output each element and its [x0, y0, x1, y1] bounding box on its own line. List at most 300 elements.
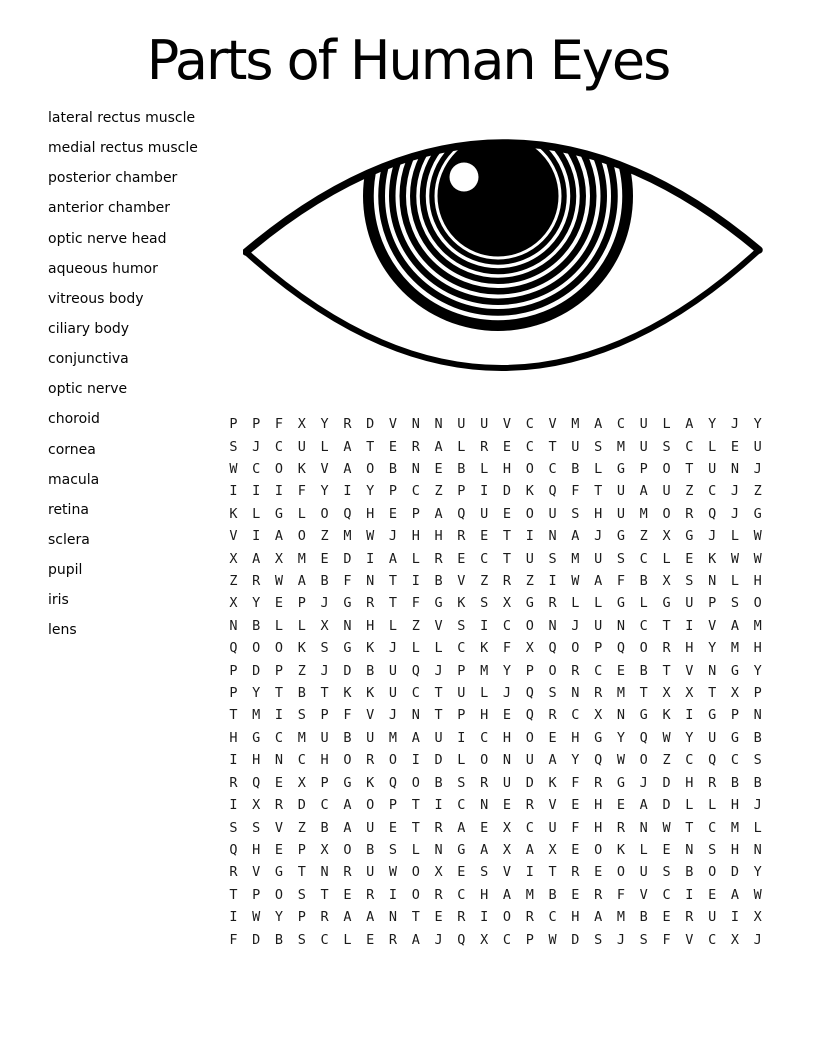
grid-cell: X — [320, 617, 329, 634]
grid-cell: F — [229, 931, 238, 948]
grid-cell: U — [594, 550, 603, 567]
grid-cell: T — [366, 438, 375, 455]
grid-cell: C — [480, 550, 489, 567]
grid-cell: E — [457, 550, 466, 567]
grid-cell: N — [571, 685, 580, 702]
grid-cell: B — [343, 729, 352, 746]
grid-cell: D — [730, 864, 739, 881]
grid-cell: P — [457, 707, 466, 724]
grid-cell: U — [480, 416, 489, 433]
grid-cell: S — [662, 864, 671, 881]
grid-cell: R — [502, 573, 512, 590]
grid-cell: T — [320, 886, 329, 903]
grid-cell: W — [252, 909, 261, 926]
grid-cell: T — [502, 528, 512, 545]
grid-cell: K — [366, 640, 375, 657]
grid-cell: S — [480, 864, 489, 881]
grid-cell: J — [388, 640, 398, 657]
grid-cell: U — [457, 416, 466, 433]
grid-cell: U — [366, 819, 375, 836]
grid-cell: W — [616, 752, 626, 769]
grid-cell: H — [480, 886, 489, 903]
grid-cell: L — [730, 573, 739, 590]
grid-cell: U — [388, 662, 398, 679]
grid-cell: H — [366, 505, 375, 522]
grid-cell: O — [571, 640, 580, 657]
grid-cell: P — [388, 483, 398, 500]
grid-cell: J — [434, 662, 443, 679]
grid-cell: I — [229, 797, 238, 814]
grid-cell: R — [343, 416, 352, 433]
grid-cell: L — [252, 505, 261, 522]
grid-cell: P — [411, 505, 420, 522]
grid-cell: K — [480, 640, 489, 657]
grid-cell: U — [525, 550, 534, 567]
grid-cell: L — [297, 505, 306, 522]
grid-cell: F — [343, 573, 352, 590]
grid-cell: P — [730, 707, 739, 724]
grid-cell: I — [525, 864, 534, 881]
grid-cell: G — [343, 774, 352, 791]
grid-cell: Z — [297, 819, 306, 836]
grid-cell: S — [685, 573, 694, 590]
grid-cell: I — [730, 909, 739, 926]
grid-cell: Q — [548, 483, 557, 500]
grid-cell: C — [571, 707, 580, 724]
grid-cell: F — [411, 595, 420, 612]
grid-cell: R — [708, 774, 717, 791]
grid-cell: C — [594, 662, 603, 679]
grid-cell: R — [366, 752, 375, 769]
grid-cell: N — [639, 819, 648, 836]
grid-cell: Z — [753, 483, 762, 500]
grid-cell: S — [457, 774, 466, 791]
word-list-item: optic nerve — [48, 381, 128, 398]
grid-cell: W — [388, 864, 398, 881]
grid-cell: I — [411, 573, 420, 590]
grid-cell: P — [297, 595, 306, 612]
word-list-item: cornea — [48, 441, 96, 458]
grid-cell: L — [457, 752, 466, 769]
grid-cell: N — [753, 707, 762, 724]
grid-cell: P — [274, 662, 284, 679]
grid-cell: F — [343, 707, 352, 724]
grid-cell: J — [616, 931, 626, 948]
grid-cell: E — [274, 595, 284, 612]
grid-cell: T — [708, 685, 717, 702]
grid-cell: S — [594, 931, 603, 948]
grid-cell: D — [252, 931, 261, 948]
grid-cell: N — [502, 752, 512, 769]
grid-cell: O — [297, 528, 306, 545]
grid-cell: L — [320, 438, 329, 455]
word-list — [48, 103, 198, 646]
grid-cell: I — [252, 528, 261, 545]
grid-cell: T — [411, 909, 420, 926]
grid-cell: Q — [343, 505, 352, 522]
grid-cell: Y — [685, 729, 694, 746]
grid-cell: W — [662, 819, 671, 836]
grid-cell: P — [229, 416, 238, 433]
grid-cell: A — [343, 909, 352, 926]
grid-cell: C — [411, 483, 420, 500]
grid-cell: D — [525, 774, 534, 791]
grid-cell: X — [297, 416, 306, 433]
grid-cell: O — [662, 461, 671, 478]
grid-cell: R — [525, 797, 534, 814]
grid-cell: A — [343, 819, 352, 836]
grid-cell: R — [366, 886, 375, 903]
grid-cell: L — [594, 595, 603, 612]
grid-cell: V — [252, 864, 261, 881]
grid-cell: A — [571, 528, 580, 545]
grid-cell: B — [366, 841, 375, 858]
grid-cell: H — [594, 797, 603, 814]
grid-cell: O — [388, 752, 398, 769]
grid-cell: M — [343, 528, 352, 545]
grid-cell: X — [730, 931, 739, 948]
grid-cell: P — [525, 662, 534, 679]
grid-cell: O — [548, 662, 557, 679]
grid-cell: O — [708, 864, 717, 881]
grid-cell: B — [639, 573, 648, 590]
grid-cell: M — [616, 438, 626, 455]
grid-cell: K — [366, 685, 375, 702]
grid-cell: N — [708, 573, 717, 590]
grid-cell: I — [480, 617, 489, 634]
grid-cell: R — [571, 662, 580, 679]
grid-cell: A — [639, 797, 648, 814]
grid-cell: K — [662, 707, 671, 724]
grid-cell: P — [388, 797, 398, 814]
grid-cell: A — [730, 617, 739, 634]
grid-cell: U — [708, 909, 717, 926]
grid-cell: V — [229, 528, 238, 545]
grid-cell: J — [320, 595, 329, 612]
grid-cell: H — [252, 841, 261, 858]
grid-cell: Y — [252, 685, 261, 702]
grid-cell: P — [708, 595, 717, 612]
grid-cell: F — [297, 483, 306, 500]
word-list-item: lateral rectus muscle — [48, 110, 196, 126]
grid-cell: P — [753, 685, 762, 702]
grid-cell: M — [730, 640, 739, 657]
grid-cell: U — [708, 729, 717, 746]
grid-cell: X — [662, 685, 671, 702]
grid-cell: P — [525, 931, 534, 948]
grid-cell: H — [753, 573, 762, 590]
grid-cell: O — [343, 841, 352, 858]
grid-cell: J — [753, 797, 762, 814]
grid-cell: P — [252, 416, 261, 433]
grid-cell: C — [457, 886, 466, 903]
grid-cell: C — [320, 931, 329, 948]
grid-cell: G — [252, 729, 261, 746]
grid-cell: H — [480, 707, 489, 724]
eye-illustration — [243, 132, 763, 372]
grid-cell: O — [274, 886, 284, 903]
grid-cell: G — [662, 595, 671, 612]
grid-cell: J — [388, 528, 398, 545]
grid-cell: C — [685, 438, 694, 455]
grid-cell: U — [662, 483, 671, 500]
grid-cell: Q — [548, 640, 557, 657]
grid-cell: O — [525, 461, 534, 478]
grid-cell: X — [502, 595, 512, 612]
grid-cell: C — [708, 931, 717, 948]
grid-cell: E — [730, 438, 739, 455]
grid-cell: R — [434, 886, 443, 903]
grid-cell: J — [730, 416, 739, 433]
grid-cell: Z — [685, 483, 694, 500]
grid-cell: C — [411, 685, 420, 702]
grid-cell: Z — [434, 483, 443, 500]
grid-cell: T — [662, 617, 671, 634]
grid-cell: J — [594, 528, 603, 545]
word-list-item: sclera — [48, 531, 90, 548]
grid-cell: O — [594, 841, 603, 858]
grid-cell: D — [343, 550, 352, 567]
grid-cell: R — [229, 864, 238, 881]
grid-cell: V — [639, 886, 648, 903]
grid-cell: M — [639, 505, 648, 522]
grid-cell: O — [616, 864, 626, 881]
grid-cell: E — [616, 662, 626, 679]
grid-cell: C — [457, 640, 466, 657]
grid-cell: Z — [411, 617, 420, 634]
grid-cell: A — [639, 483, 648, 500]
grid-cell: V — [708, 617, 717, 634]
grid-cell: D — [343, 662, 352, 679]
grid-cell: R — [571, 864, 580, 881]
grid-cell: H — [411, 528, 420, 545]
grid-cell: Y — [320, 483, 329, 500]
grid-cell: E — [502, 797, 512, 814]
grid-cell: O — [366, 797, 375, 814]
grid-cell: X — [480, 931, 489, 948]
grid-cell: G — [343, 640, 352, 657]
grid-cell: Z — [320, 528, 329, 545]
grid-cell: D — [502, 483, 512, 500]
grid-cell: C — [502, 931, 512, 948]
word-list-item: choroid — [48, 411, 100, 428]
grid-cell: Q — [411, 662, 420, 679]
grid-cell: V — [388, 416, 398, 433]
grid-cell: G — [274, 505, 284, 522]
grid-cell: R — [480, 774, 489, 791]
grid-cell: Y — [753, 416, 762, 433]
grid-cell: R — [343, 864, 352, 881]
grid-cell: T — [388, 595, 398, 612]
grid-cell: P — [639, 461, 648, 478]
grid-cell: H — [730, 797, 739, 814]
grid-cell: R — [366, 595, 375, 612]
grid-cell: R — [274, 797, 284, 814]
grid-cell: I — [343, 483, 352, 500]
word-list-item: retina — [48, 501, 89, 518]
grid-cell: U — [548, 819, 557, 836]
grid-cell: H — [320, 752, 329, 769]
grid-cell: W — [274, 573, 284, 590]
grid-cell: T — [662, 662, 671, 679]
grid-cell: R — [411, 438, 420, 455]
grid-cell: J — [388, 707, 398, 724]
grid-cell: M — [571, 550, 580, 567]
grid-cell: G — [343, 595, 352, 612]
grid-cell: Y — [571, 752, 580, 769]
grid-cell: U — [366, 864, 375, 881]
grid-cell: S — [753, 752, 762, 769]
grid-cell: J — [639, 774, 648, 791]
grid-cell: N — [229, 617, 238, 634]
grid-cell: B — [274, 931, 284, 948]
grid-cell: N — [434, 416, 443, 433]
grid-cell: N — [366, 573, 375, 590]
grid-cell: X — [229, 550, 238, 567]
grid-cell: L — [571, 595, 580, 612]
grid-cell: H — [685, 774, 694, 791]
grid-cell: Y — [708, 416, 717, 433]
grid-cell: U — [639, 864, 648, 881]
grid-cell: S — [297, 707, 306, 724]
grid-cell: G — [616, 528, 626, 545]
grid-cell: H — [502, 461, 512, 478]
grid-cell: X — [662, 573, 671, 590]
grid-cell: Y — [708, 640, 717, 657]
grid-cell: A — [411, 931, 420, 948]
grid-cell: Q — [594, 752, 603, 769]
grid-cell: J — [571, 617, 580, 634]
grid-cell: P — [457, 662, 466, 679]
grid-cell: G — [616, 774, 626, 791]
grid-cell: T — [297, 864, 306, 881]
grid-cell: L — [411, 640, 420, 657]
grid-cell: H — [502, 729, 512, 746]
grid-cell: O — [480, 752, 489, 769]
grid-cell: R — [457, 909, 466, 926]
grid-cell: O — [639, 640, 648, 657]
grid-cell: L — [662, 416, 671, 433]
grid-cell: T — [434, 685, 443, 702]
grid-cell: O — [343, 752, 352, 769]
grid-cell: J — [708, 528, 717, 545]
grid-cell: L — [343, 931, 352, 948]
grid-cell: L — [753, 819, 762, 836]
grid-cell: R — [434, 550, 443, 567]
grid-cell: T — [388, 573, 398, 590]
grid-cell: A — [457, 819, 466, 836]
grid-cell: W — [753, 886, 762, 903]
grid-cell: A — [594, 416, 603, 433]
grid-cell: S — [639, 931, 648, 948]
grid-cell: F — [571, 774, 580, 791]
grid-cell: H — [594, 505, 603, 522]
grid-cell: E — [708, 886, 717, 903]
grid-cell: X — [274, 550, 284, 567]
grid-cell: F — [662, 931, 671, 948]
grid-cell: E — [594, 864, 603, 881]
grid-cell: O — [320, 505, 329, 522]
grid-cell: A — [274, 528, 284, 545]
grid-cell: V — [502, 864, 512, 881]
grid-cell: F — [571, 819, 580, 836]
grid-cell: I — [229, 752, 238, 769]
grid-cell: V — [685, 931, 694, 948]
grid-cell: T — [548, 438, 557, 455]
grid-cell: O — [274, 461, 284, 478]
grid-cell: P — [229, 685, 238, 702]
grid-cell: B — [297, 685, 306, 702]
grid-cell: N — [411, 416, 420, 433]
grid-cell: A — [548, 752, 557, 769]
grid-cell: U — [571, 438, 580, 455]
grid-cell: R — [685, 909, 694, 926]
grid-cell: B — [320, 573, 329, 590]
grid-cell: S — [662, 438, 671, 455]
grid-cell: Q — [229, 640, 238, 657]
grid-cell: S — [229, 438, 238, 455]
grid-cell: W — [730, 550, 739, 567]
grid-cell: N — [480, 797, 489, 814]
grid-cell: G — [594, 729, 603, 746]
grid-cell: A — [434, 505, 443, 522]
grid-cell: P — [320, 774, 329, 791]
grid-cell: U — [297, 438, 306, 455]
grid-cell: Q — [388, 774, 398, 791]
grid-cell: B — [685, 864, 694, 881]
grid-cell: R — [388, 931, 398, 948]
grid-cell: R — [457, 528, 466, 545]
grid-cell: Z — [525, 573, 534, 590]
grid-cell: T — [685, 461, 694, 478]
grid-cell: D — [252, 662, 261, 679]
grid-cell: L — [708, 797, 717, 814]
grid-cell: R — [320, 909, 329, 926]
grid-cell: E — [457, 864, 466, 881]
grid-cell: D — [366, 416, 375, 433]
grid-cell: V — [366, 707, 375, 724]
grid-cell: G — [525, 595, 534, 612]
grid-cell: F — [274, 416, 284, 433]
grid-cell: I — [252, 483, 261, 500]
grid-cell: T — [274, 685, 284, 702]
grid-cell: D — [662, 797, 671, 814]
grid-cell: O — [411, 886, 420, 903]
grid-cell: W — [753, 550, 762, 567]
grid-cell: B — [388, 461, 398, 478]
grid-cell: A — [502, 886, 512, 903]
grid-cell: V — [548, 416, 557, 433]
grid-cell: I — [229, 483, 238, 500]
grid-cell: D — [662, 774, 671, 791]
grid-cell: S — [730, 595, 739, 612]
grid-cell: N — [343, 617, 352, 634]
grid-cell: D — [571, 931, 580, 948]
grid-cell: L — [685, 797, 694, 814]
grid-cell: Q — [708, 505, 717, 522]
grid-cell: N — [708, 662, 717, 679]
grid-cell: L — [434, 640, 443, 657]
grid-cell: Y — [502, 662, 512, 679]
grid-cell: G — [730, 729, 739, 746]
grid-cell: P — [297, 841, 306, 858]
grid-cell: H — [594, 819, 603, 836]
grid-cell: G — [616, 595, 626, 612]
grid-cell: M — [753, 617, 762, 634]
grid-cell: S — [388, 841, 398, 858]
grid-cell: I — [685, 707, 694, 724]
grid-cell: G — [457, 841, 466, 858]
